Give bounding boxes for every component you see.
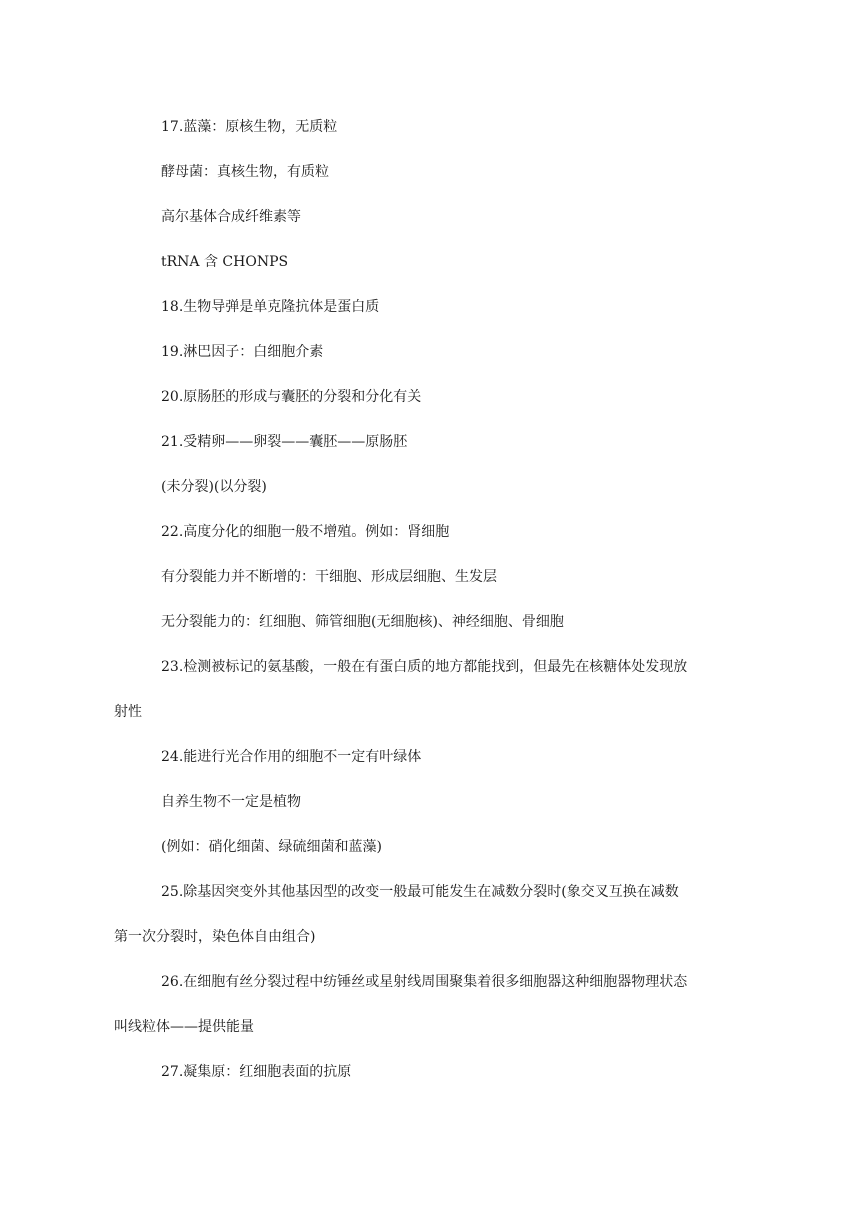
text-line: 17.蓝藻：原核生物，无质粒 bbox=[161, 119, 338, 135]
text-line: 19.淋巴因子：白细胞介素 bbox=[161, 344, 324, 360]
text-line: 酵母菌：真核生物，有质粒 bbox=[161, 164, 329, 180]
text-line: 23.检测被标记的氨基酸，一般在有蛋白质的地方都能找到，但最先在核糖体处发现放 bbox=[161, 659, 688, 675]
text-line: 25.除基因突变外其他基因型的改变一般最可能发生在减数分裂时(象交叉互换在减数 bbox=[161, 884, 679, 900]
text-line: 自养生物不一定是植物 bbox=[161, 794, 301, 810]
text-line: 高尔基体合成纤维素等 bbox=[161, 209, 301, 225]
text-line: 有分裂能力并不断增的：干细胞、形成层细胞、生发层 bbox=[161, 569, 497, 585]
text-line: 27.凝集原：红细胞表面的抗原 bbox=[161, 1064, 352, 1080]
text-line: 18.生物导弹是单克隆抗体是蛋白质 bbox=[161, 299, 380, 315]
text-line: (未分裂)(以分裂) bbox=[161, 479, 267, 495]
text-line: 22.高度分化的细胞一般不增殖。例如：肾细胞 bbox=[161, 524, 450, 540]
text-line: 21.受精卵——卵裂——囊胚——原肠胚 bbox=[161, 434, 408, 450]
text-line: 叫线粒体——提供能量 bbox=[114, 1019, 254, 1035]
text-line: 无分裂能力的：红细胞、筛管细胞(无细胞核)、神经细胞、骨细胞 bbox=[161, 614, 564, 630]
text-line: 20.原肠胚的形成与囊胚的分裂和分化有关 bbox=[161, 389, 422, 405]
text-line: 第一次分裂时，染色体自由组合) bbox=[114, 929, 316, 945]
text-line: (例如：硝化细菌、绿硫细菌和蓝藻) bbox=[161, 839, 382, 855]
text-line: 26.在细胞有丝分裂过程中纺锤丝或星射线周围聚集着很多细胞器这种细胞器物理状态 bbox=[161, 974, 688, 990]
text-line: 射性 bbox=[114, 704, 142, 720]
text-line: 24.能进行光合作用的细胞不一定有叶绿体 bbox=[161, 749, 422, 765]
text-line: tRNA 含 CHONPS bbox=[161, 254, 289, 270]
